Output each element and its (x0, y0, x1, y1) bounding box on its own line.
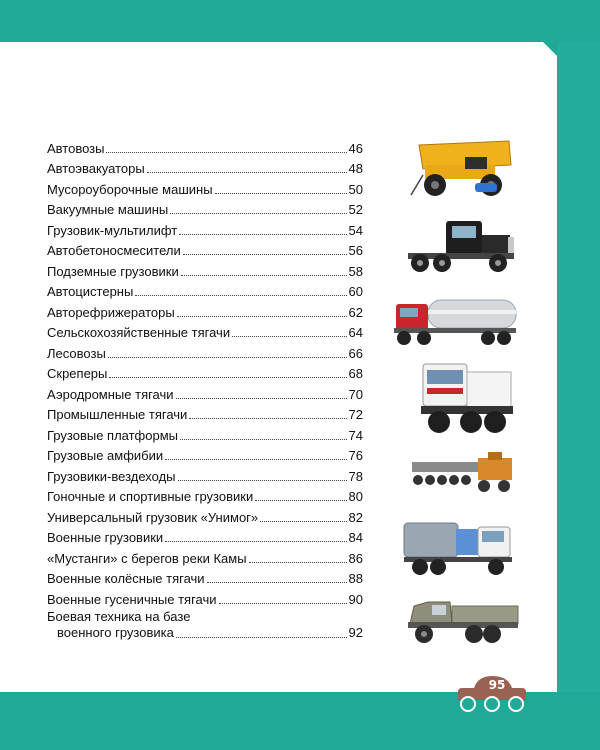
toc-entry-label: Мусороуборочные машины (47, 181, 213, 197)
toc-entry-label: Промышленные тягачи (47, 407, 188, 422)
toc-leader-dots (215, 192, 347, 194)
toc-entry (47, 279, 363, 300)
toc-entry-page: 52 (348, 202, 363, 217)
toc-entry-label: Военные грузовики (47, 530, 164, 545)
toc-leader-dots (189, 417, 346, 419)
toc-leader-dots (178, 479, 347, 481)
vintage-flatbed-truck-illustration (402, 590, 522, 650)
toc-entry-page: 60 (348, 284, 363, 299)
toc-leader-dots (176, 397, 347, 399)
toc-leader-dots (249, 561, 347, 563)
toc-leader-dots (181, 274, 347, 276)
toc-entry (47, 258, 363, 279)
mining-dump-truck-illustration (405, 135, 517, 200)
toc-entry-label: Гоночные и спортивные грузовики (47, 489, 254, 504)
toc-entry (47, 135, 363, 156)
toc-entry (47, 525, 363, 546)
toc-leader-dots (106, 151, 346, 153)
toc-entry-page: 90 (348, 591, 363, 607)
toc-entry-label: Автоцистерны (47, 284, 134, 299)
table-of-contents (47, 135, 363, 641)
toc-entry-page: 88 (348, 571, 363, 586)
toc-entry-page: 72 (348, 407, 363, 422)
vacuum-service-truck-illustration (400, 515, 518, 577)
toc-entry-label: Авторефрижераторы (47, 304, 175, 320)
toc-entry-page: 66 (348, 345, 363, 361)
toc-entry-label: Грузовик-мультилифт (47, 222, 178, 238)
toc-entry-label: Грузовые амфибии (47, 448, 164, 463)
toc-entry-label: Автовозы (47, 140, 105, 156)
toc-entry-label: Вакуумные машины (47, 202, 169, 217)
top-band (0, 0, 600, 42)
toc-leader-dots (135, 294, 346, 296)
all-terrain-truck-illustration (415, 358, 515, 440)
toc-entry-page: 46 (348, 140, 363, 156)
toc-leader-dots (180, 438, 347, 440)
toc-entry-page: 48 (348, 161, 363, 176)
toc-entry (47, 340, 363, 361)
toc-entry-multiline (47, 609, 363, 641)
toc-entry (47, 443, 363, 464)
toc-leader-dots (108, 356, 347, 358)
toc-leader-dots (260, 520, 346, 522)
toc-entry (47, 504, 363, 525)
toc-entry-label-line1: Боевая техника на базе (47, 608, 191, 624)
toc-entry (47, 586, 363, 607)
toc-entry (47, 320, 363, 341)
toc-entry-label: Аэродромные тягачи (47, 386, 174, 402)
toc-entry-page: 54 (348, 222, 363, 238)
toc-entry (47, 402, 363, 423)
toc-leader-dots (147, 171, 347, 173)
tanker-truck-illustration (390, 290, 520, 352)
toc-entry (47, 381, 363, 402)
toc-entry-label: Военные колёсные тягачи (47, 571, 205, 586)
toc-entry-page: 92 (348, 624, 363, 640)
page-number: 95 (488, 678, 506, 692)
toc-leader-dots (255, 499, 346, 501)
toc-entry-page: 58 (348, 263, 363, 279)
toc-entry-label: Автоэвакуаторы (47, 161, 145, 176)
toc-entry-label: Сельскохозяйственные тягачи (47, 325, 231, 340)
toc-leader-dots (232, 335, 346, 337)
toc-entry-label: Лесовозы (47, 345, 106, 361)
toc-leader-dots (109, 376, 346, 378)
toc-entry-page: 80 (348, 489, 363, 504)
toc-entry (47, 217, 363, 238)
toc-entry (47, 299, 363, 320)
toc-entry-page: 56 (348, 243, 363, 258)
toc-entry (47, 463, 363, 484)
modular-platform-trailer-illustration (408, 450, 520, 500)
toc-entry-label: Подземные грузовики (47, 263, 179, 279)
toc-entry-page: 68 (348, 366, 363, 381)
toc-entry-page: 86 (348, 550, 363, 566)
toc-entry (47, 197, 363, 218)
toc-leader-dots (219, 602, 347, 604)
toc-leader-dots (170, 212, 346, 214)
toc-entry (47, 156, 363, 177)
toc-entry-page: 76 (348, 448, 363, 463)
toc-entry (47, 545, 363, 566)
toc-leader-dots (207, 581, 347, 583)
toc-entry-label: Грузовые платформы (47, 427, 178, 443)
toc-leader-dots (165, 540, 346, 542)
toc-entry-page: 62 (348, 304, 363, 320)
toc-entry-page: 84 (348, 530, 363, 545)
toc-entry (47, 484, 363, 505)
toc-entry-label: «Мустанги» с берегов реки Камы (47, 550, 247, 566)
toc-entry-page: 70 (348, 386, 363, 402)
toc-leader-dots (179, 233, 346, 235)
toc-entry-label: Автобетоносмесители (47, 243, 181, 258)
toc-leader-dots (183, 253, 347, 255)
toc-entry-label: Грузовики-вездеходы (47, 468, 176, 484)
toc-entry-label-line2: военного грузовика (57, 624, 174, 640)
toc-entry-label: Военные гусеничные тягачи (47, 591, 217, 607)
toc-entry-page: 78 (348, 468, 363, 484)
toc-entry (47, 238, 363, 259)
black-semi-tractor-illustration (402, 215, 522, 275)
toc-entry-page: 64 (348, 325, 363, 340)
right-stripe (557, 42, 600, 692)
toc-leader-dots (165, 458, 346, 460)
toc-entry-page: 74 (348, 427, 363, 443)
toc-entry (47, 176, 363, 197)
toc-leader-dots (176, 636, 347, 638)
toc-leader-dots (177, 315, 347, 317)
toc-entry (47, 422, 363, 443)
toc-entry-page: 50 (348, 181, 363, 197)
toc-entry (47, 566, 363, 587)
toc-entry-label: Универсальный грузовик «Унимог» (47, 509, 259, 525)
toc-entry-page: 82 (348, 509, 363, 525)
toc-entry (47, 361, 363, 382)
toc-entry-label: Скреперы (47, 366, 108, 381)
